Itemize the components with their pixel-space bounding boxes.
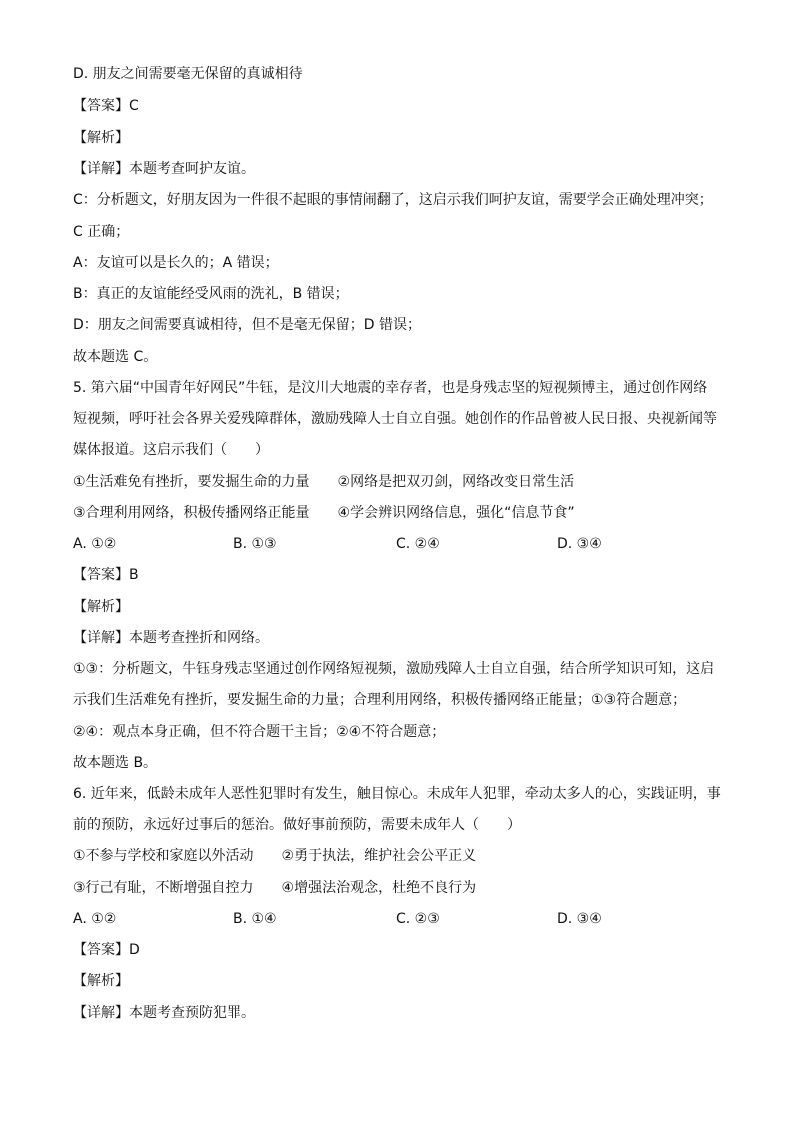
q4-explain-d: D：朋友之间需要真诚相待，但不是毫无保留；D 错误； [73, 317, 422, 333]
q4-explain-c: C：分析题文，好朋友因为一件很不起眼的事情闹翻了，这启示我们呵护友谊，需要学会正确处理冲突； [73, 192, 713, 208]
q5-answer: 【答案】B [73, 567, 139, 583]
q5-detail: 【详解】本题考查挫折和网络。 [73, 630, 269, 646]
q6-option-a: A. ①② [73, 911, 117, 927]
q5-analysis-heading: 【解析】 [73, 599, 129, 615]
q6-analysis-heading: 【解析】 [73, 973, 129, 989]
q5-option-b: B. ①③ [233, 536, 277, 552]
q5-option-c: C. ②④ [396, 536, 440, 552]
q6-option-b: B. ①④ [233, 911, 277, 927]
q4-explain-c-cont: C 正确； [73, 224, 130, 240]
q5-stem-line-3: 媒体报道。这启示我们（ ） [73, 442, 269, 458]
q6-stem-line-1: 6. 近年来，低龄未成年人恶性犯罪时有发生，触目惊心。未成年人犯罪，牵动太多人的心，实践证明，事 [73, 786, 721, 802]
q5-stem-line-1: 5. 第六届“中国青年好网民”牛钰，是汶川大地震的幸存者，也是身残志坚的短视频博主，通过创作网络 [73, 380, 708, 396]
q5-statements-2: ③合理利用网络，积极传播网络正能量 ④学会辨识网络信息，强化“信息节食” [73, 505, 575, 521]
q5-option-d: D. ③④ [557, 536, 602, 552]
q4-analysis-heading: 【解析】 [73, 130, 129, 146]
q6-stem-line-2: 前的预防，永远好过事后的惩治。做好事前预防，需要未成年人（ ） [73, 817, 521, 833]
q6-option-d: D. ③④ [557, 911, 602, 927]
q6-detail: 【详解】本题考查预防犯罪。 [73, 1005, 255, 1021]
q6-answer: 【答案】D [73, 942, 140, 958]
q6-statements-2: ③行己有耻，不断增强自控力 ④增强法治观念，杜绝不良行为 [73, 880, 477, 896]
q4-explain-b: B：真正的友谊能经受风雨的洗礼，B 错误； [73, 286, 349, 302]
q4-explain-a: A：友谊可以是长久的；A 错误； [73, 255, 279, 271]
q5-statements-1: ①生活难免有挫折，要发掘生命的力量 ②网络是把双刃剑，网络改变日常生活 [73, 474, 575, 490]
q5-option-a: A. ①② [73, 536, 117, 552]
q4-option-d: D. 朋友之间需要毫无保留的真诚相待 [73, 66, 303, 82]
q4-detail: 【详解】本题考查呵护友谊。 [73, 161, 255, 177]
q4-conclusion: 故本题选 C。 [73, 349, 158, 365]
q6-option-c: C. ②③ [396, 911, 440, 927]
q5-explain-line-3: ②④：观点本身正确，但不符合题干主旨；②④不符合题意； [73, 724, 446, 740]
q6-statements-1: ①不参与学校和家庭以外活动 ②勇于执法，维护社会公平正义 [73, 848, 477, 864]
q5-explain-line-1: ①③：分析题文，牛钰身残志坚通过创作网络短视频，激励残障人士自立自强，结合所学知识可知，这启 [73, 661, 715, 677]
q5-explain-line-2: 示我们生活难免有挫折，要发掘生命的力量；合理利用网络，积极传播网络正能量；①③符合题意； [73, 692, 687, 708]
q4-answer: 【答案】C [73, 98, 139, 114]
q5-stem-line-2: 短视频，呼吁社会各界关爱残障群体，激励残障人士自立自强。她创作的作品曾被人民日报、央视新闻等 [73, 411, 717, 427]
q5-conclusion: 故本题选 B。 [73, 755, 158, 771]
